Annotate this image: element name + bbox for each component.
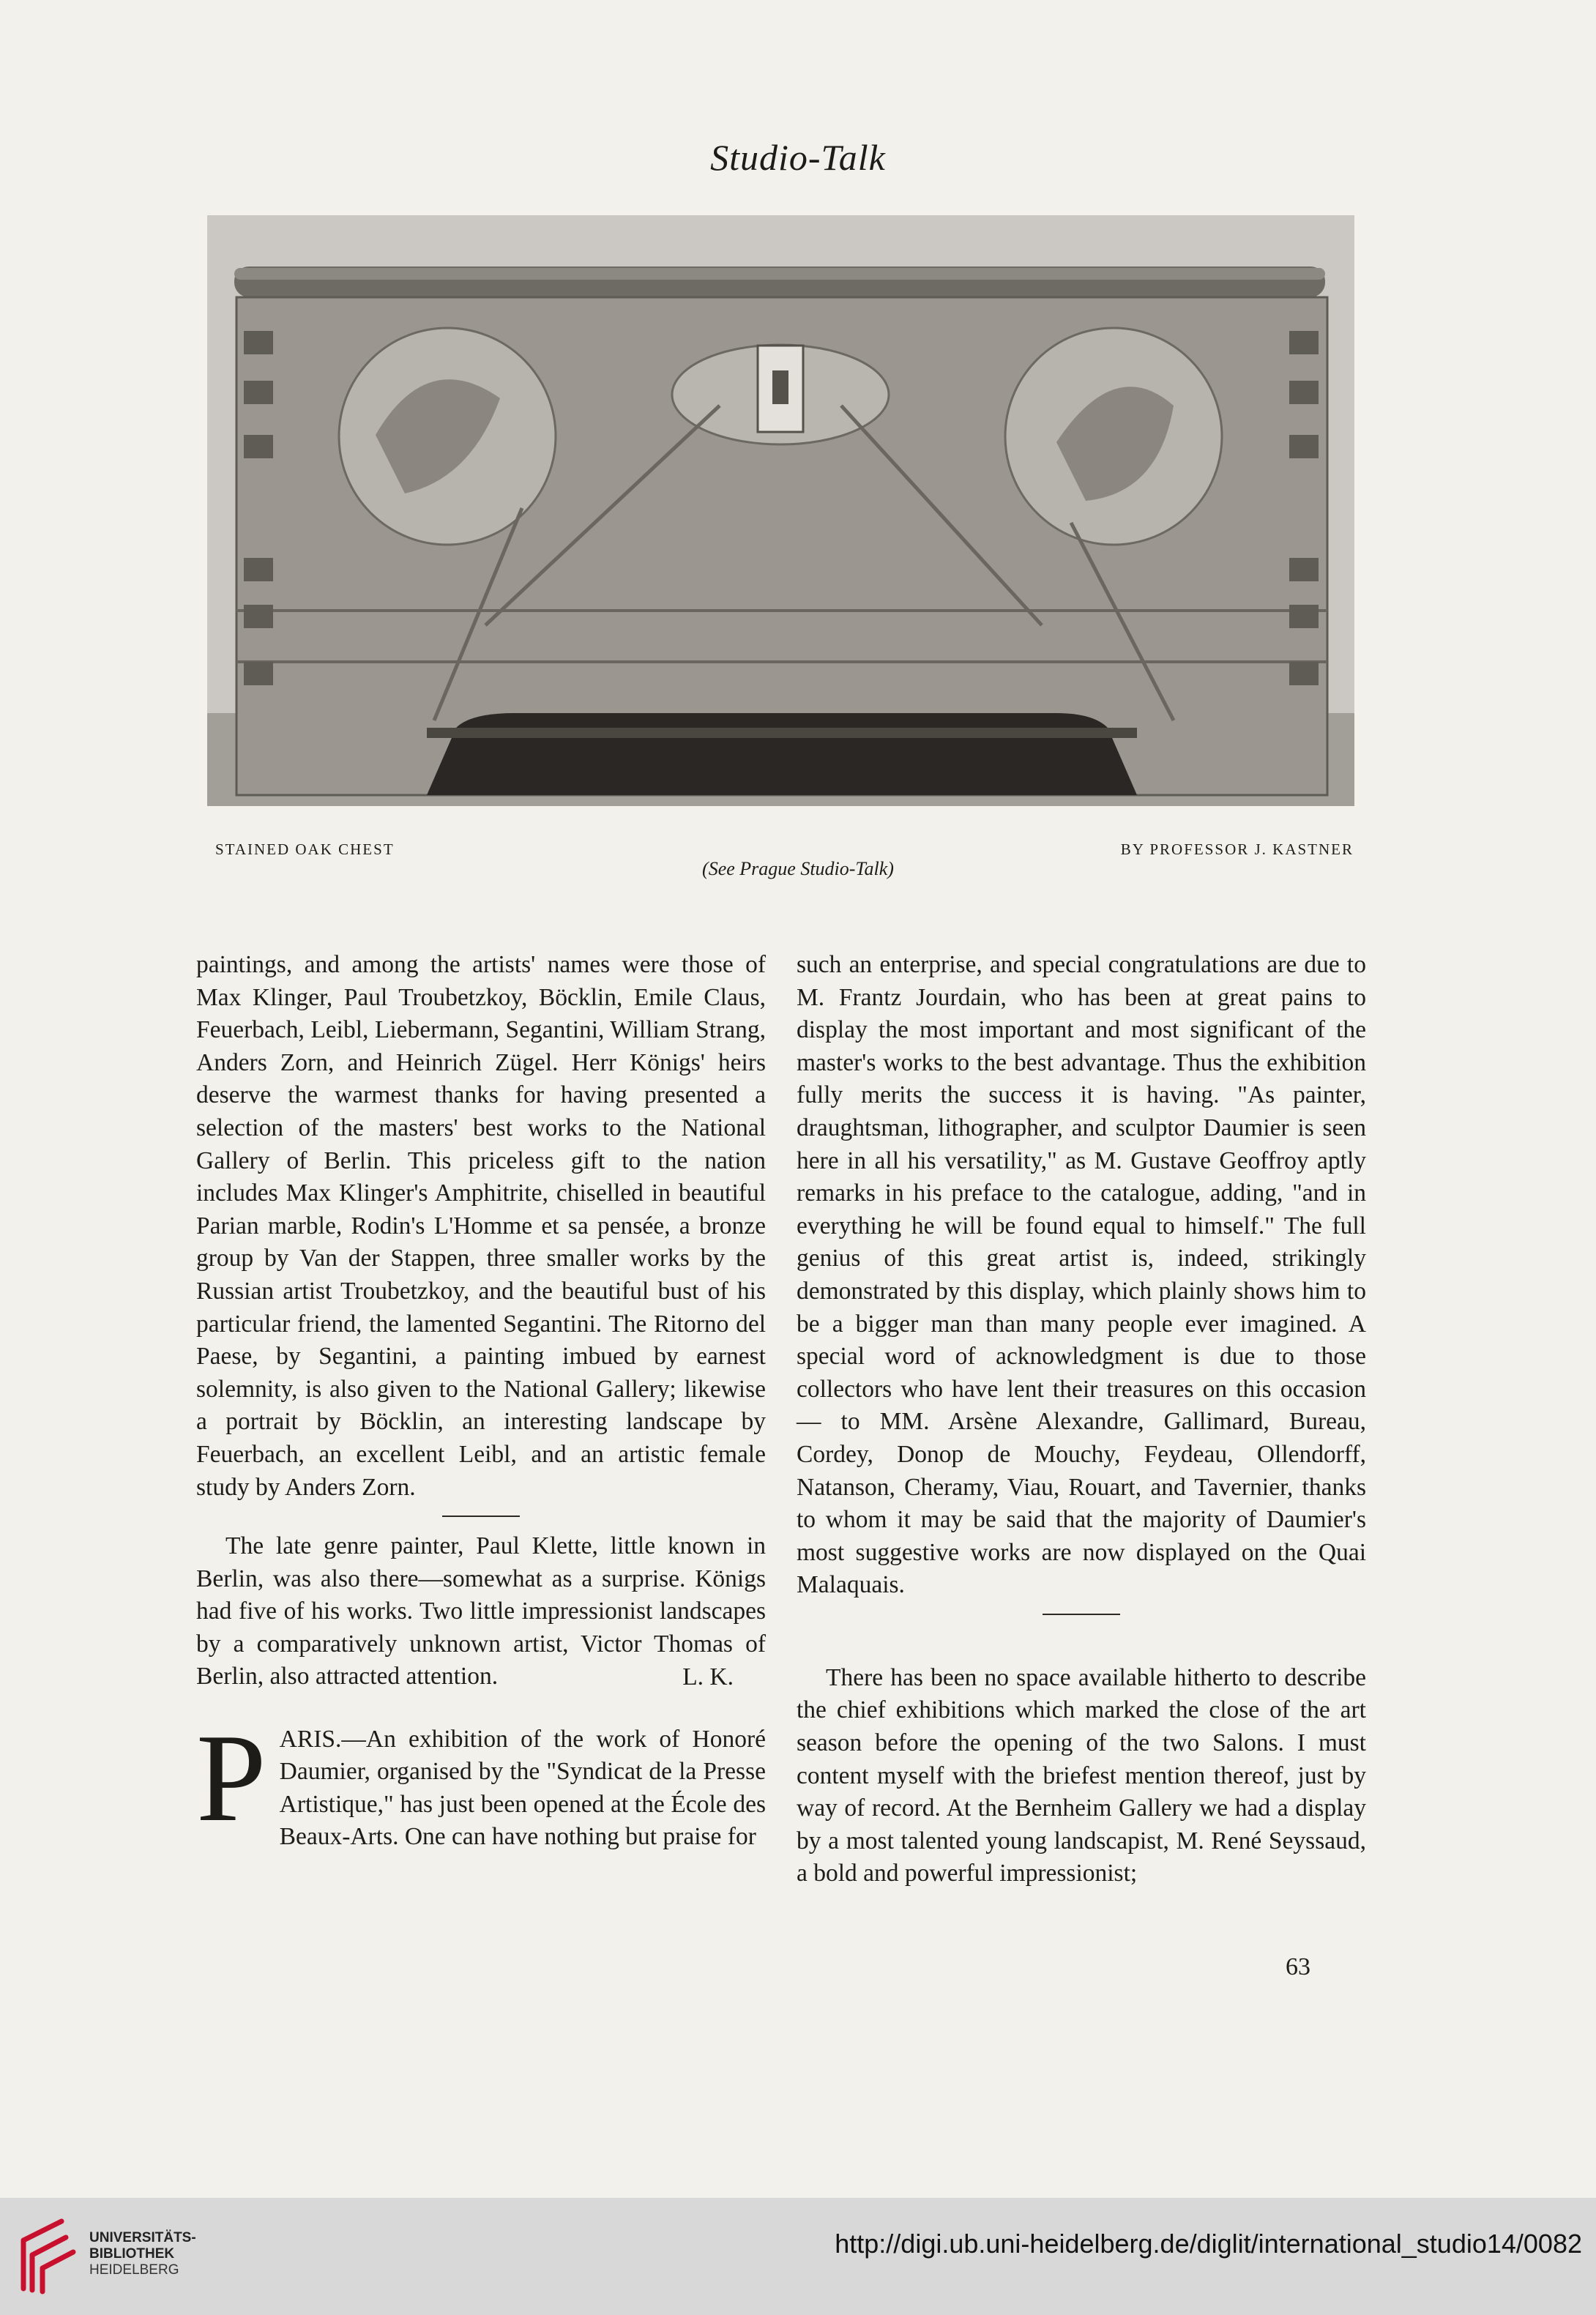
- paragraph: The late genre painter, Paul Klette, little known in Berlin, was also there—somewhat as a surprise. Königs had five of his works. Two little impressionist landscapes by a comparatively unknown artist, Victor Thomas of Berlin, also attracted attention.: [196, 1532, 766, 1690]
- library-name: [89, 2230, 196, 2278]
- caption-note: (See Prague Studio-Talk): [702, 858, 894, 879]
- paragraph: There has been no space available hitherto to describe the chief exhibitions which marked the close of the art season before the opening of the two Salons. I must content myself with the briefest mention thereof, just by way of record. At the Bernheim Gallery we had a display by a most talented young landscapist, M. René Seyssaud, a bold and powerful impressionist;: [797, 1663, 1366, 1887]
- page-number: 63: [1286, 1953, 1310, 1980]
- section-divider: [442, 1516, 520, 1517]
- paragraph: such an enterprise, and special congratulations are due to M. Frantz Jourdain, who has been at great pains to display the most important and most significant of the master's works to the best advantage. Thus the exhibition fully merits the success it is having. "As painter, draughtsman, lithographer, and sculptor Daumier is seen here in all his versatility," as M. Gustave Geoffroy aptly remarks in his preface to the catalogue, adding, "and in everything he will be found equal to himself." The full genius of this great artist is, indeed, strikingly demonstrated by this display, which plainly shows him to be a bigger man than many people ever imagined. A special word of acknowledgment is due to those collectors who have lent their treasures on this occasion — to MM. Arsène Alexandre, Gallimard, Bureau, Cordey, Donop de Mouchy, Feydeau, Ollendorff, Natanson, Cheramy, Viau, Rouart, and Tavernier, thanks to whom it may be said that the majority of Daumier's most suggestive works are now displayed on the Quai Malaquais.: [797, 951, 1366, 1599]
- library-name-line: HEIDELBERG: [89, 2262, 179, 2278]
- right-column: [797, 949, 1366, 1890]
- source-url-link[interactable]: http://digi.ub.uni-heidelberg.de/diglit/international_studio14/0082: [835, 2229, 1582, 2259]
- footer-bar: [0, 2198, 1596, 2315]
- left-column: [196, 949, 766, 1854]
- chest-photograph: [207, 215, 1354, 806]
- paragraph: ARIS.—An exhibition of the work of Honoré Daumier, organised by the "Syndicat de la Presse Artistique," has just been opened at the École des Beaux-Arts. One can have nothing but praise for: [279, 1725, 766, 1851]
- paragraph: paintings, and among the artists' names were those of Max Klinger, Paul Troubetzkoy, Böcklin, Emile Claus, Feuerbach, Leibl, Liebermann, Segantini, William Strang, Anders Zorn, and Heinrich Zügel. Herr Königs' heirs deserve the warmest thanks for having presented a selection of the masters' best works to the National Gallery of Berlin. This priceless gift to the nation includes Max Klinger's Amphitrite, chiselled in beautiful Parian marble, Rodin's L'Homme et sa pensée, a bronze group by Van der Stappen, three smaller works by the Russian artist Troubetzkoy, and the beautiful bust of his particular friend, the lamented Segantini. The Ritorno del Paese, by Segantini, a painting imbued by earnest solemnity, is also given to the National Gallery; likewise a portrait by Böcklin, an interesting landscape by Feuerbach, an excellent Leibl, and an artistic female study by Anders Zorn.: [196, 951, 766, 1501]
- library-logo-icon: [18, 2214, 79, 2296]
- paris-section: [196, 1708, 766, 1854]
- drop-cap: P: [196, 1708, 266, 1848]
- caption-title: STAINED OAK CHEST: [215, 840, 395, 858]
- spacer: [797, 1628, 1366, 1662]
- library-name-line: BIBLIOTHEK: [89, 2246, 175, 2262]
- caption-artist: BY PROFESSOR J. KASTNER: [1120, 840, 1354, 858]
- oak-chest-illustration: [207, 215, 1354, 806]
- signature: L. K.: [682, 1663, 734, 1691]
- section-divider: [1043, 1614, 1120, 1615]
- running-title: Studio-Talk: [710, 137, 886, 178]
- library-name-line: UNIVERSITÄTS-: [89, 2230, 196, 2245]
